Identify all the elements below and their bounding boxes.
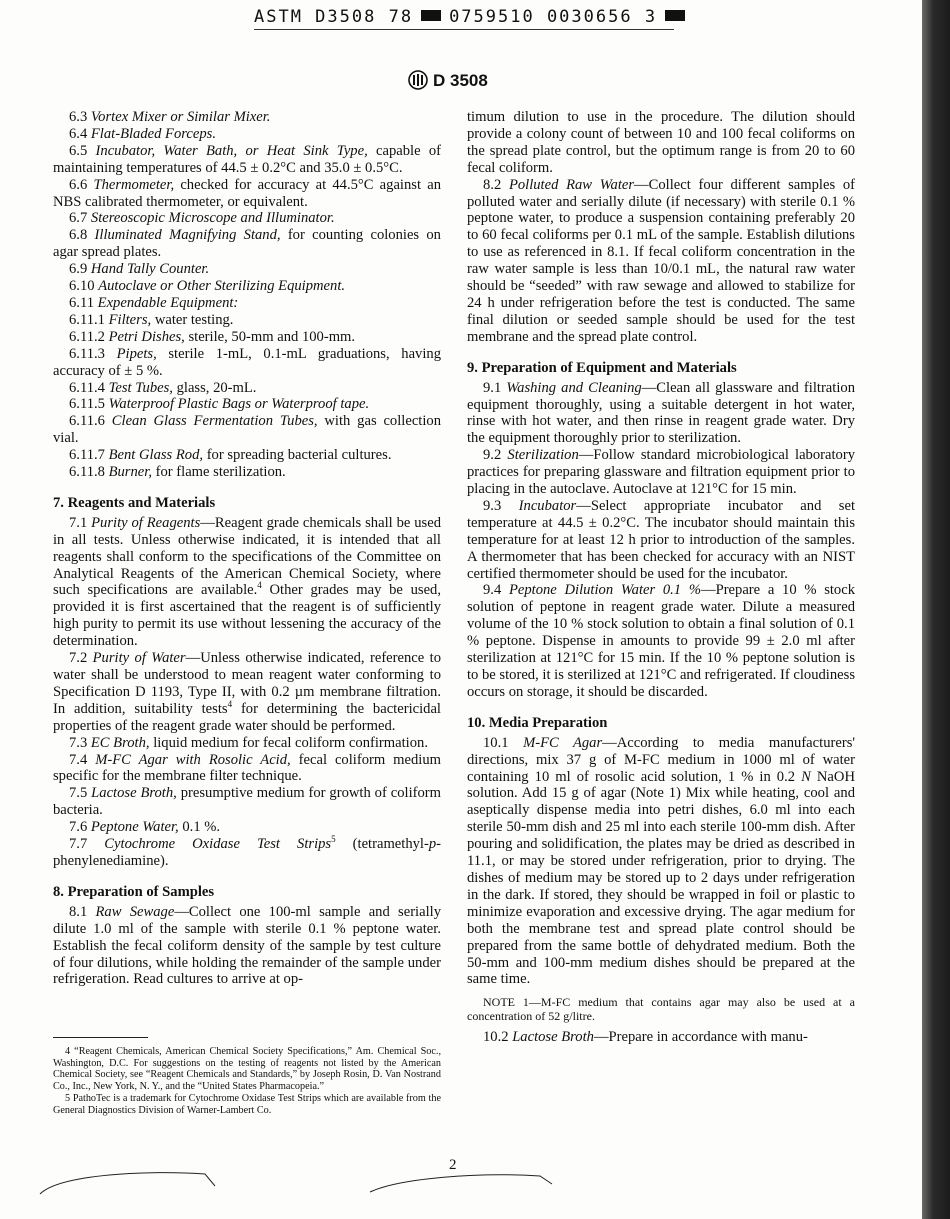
para-7-7: 7.7 Cytochrome Oxidase Test Strips$^5$ (tetramethyl-p-phenylenediamine). bbox=[53, 834, 442, 869]
section-9-heading: 9. Preparation of Equipment and Materials bbox=[467, 359, 737, 376]
item-6-9: 6.9 Hand Tally Counter. bbox=[69, 261, 210, 278]
footnotes bbox=[53, 1046, 441, 1117]
redaction-block bbox=[421, 10, 441, 21]
astm-logo-icon bbox=[408, 70, 428, 90]
footnote-4: 4 “Reagent Chemicals, American Chemical Society Specifications,” Am. Chemical Soc., Washington, D.C. For suggestions on the testing of reagents not listed by the American Chemical Society, see “Reagent Chemicals and Standards,” by Joseph Rosin, D. Van Nostrand Co., Inc., New York, N. Y., and the “United States Pharmacopeia.” bbox=[53, 1046, 441, 1092]
item-6-5: 6.5 Incubator, Water Bath, or Heat Sink Type, capable of maintaining temperatures of 44.5 ± 0.2°C and 35.0 ± 0.5°C. bbox=[53, 142, 442, 176]
designation-text: D 3508 bbox=[433, 71, 488, 90]
footnote-5: 5 PathoTec is a trademark for Cytochrome Oxidase Test Strips which are available from the General Diagnostics Division of Warner-Lambert Co. bbox=[53, 1093, 441, 1116]
item-6-11-7: 6.11.7 Bent Glass Rod, for spreading bacterial cultures. bbox=[69, 447, 392, 464]
astm-header-code bbox=[254, 7, 674, 30]
para-7-5: 7.5 Lactose Broth, presumptive medium for growth of coliform bacteria. bbox=[53, 785, 441, 819]
para-9-2: 9.2 Sterilization—Follow standard microbiological laboratory practices for preparing glassware and filtration equipment prior to placing in the autoclave. Autoclave at 121°C for 15 min. bbox=[467, 447, 855, 498]
section-8-heading: 8. Preparation of Samples bbox=[53, 883, 215, 900]
item-6-11-3: 6.11.3 Pipets, sterile 1-mL, 0.1-mL graduations, having accuracy of ± 5 %. bbox=[53, 345, 441, 379]
para-7-1: 7.1 Purity of Reagents—Reagent grade chemicals shall be used in all tests. Unless otherwise indicated, it is intended that all reagents shall conform to the specifications of the Committee on Analytical Reagents of the American Chemical Society, where such specifications are available.$^4$ Other grades may be used, provided it is first ascertained that the reagent is of sufficiently high purity to permit its use without lessening the accuracy of the determination. bbox=[53, 514, 441, 650]
item-6-11: 6.11 Expendable Equipment: bbox=[69, 294, 239, 311]
item-6-7: 6.7 Stereoscopic Microscope and Illuminator. bbox=[69, 210, 335, 227]
section-10-heading: 10. Media Preparation bbox=[467, 714, 608, 731]
document-designation bbox=[408, 70, 488, 91]
page-number: 2 bbox=[449, 1157, 457, 1173]
item-6-11-8: 6.11.8 Burner, for flame sterilization. bbox=[69, 464, 286, 481]
item-6-11-2: 6.11.2 Petri Dishes, sterile, 50-mm and 100-mm. bbox=[69, 328, 356, 345]
section-7-heading: 7. Reagents and Materials bbox=[53, 494, 216, 511]
scan-edge-shadow bbox=[922, 0, 950, 1219]
para-8-2: 8.2 Polluted Raw Water—Collect four different samples of polluted water and serially dilute (if necessary) with sterile 0.1 % peptone water, to produce a suspension containing preferably 20 to 60 fecal coliforms per 0.1 mL of the sample. Establish dilutions to use as referenced in 8.1. If fecal coliform concentration in the raw water sample is less than 10/0.1 mL, the natural raw water should be “seeded” with raw sewage and allowed to stabilize for 24 h under refrigeration before the test is conducted. The same final dilution or seeded sample should be used for the test membrane and the spread plate control. bbox=[467, 176, 855, 345]
para-10-2: 10.2 Lactose Broth—Prepare in accordance with manu- bbox=[483, 1029, 808, 1046]
left-column bbox=[53, 109, 441, 988]
item-6-6: 6.6 Thermometer, checked for accuracy at 44.5°C against an NBS calibrated thermometer, or equivalent. bbox=[53, 176, 441, 210]
item-6-8: 6.8 Illuminated Magnifying Stand, for counting colonies on agar spread plates. bbox=[53, 227, 441, 261]
para-9-4: 9.4 Peptone Dilution Water 0.1 %—Prepare a 10 % stock solution of peptone in reagent grade water. Dilute a measured volume of the 10 % stock solution to obtain a final solution of 0.1 % peptone. Dispense in amounts to provide 99 ± 2.0 ml after sterilization at 121°C for 15 min. If the 10 % peptone solution is to be stored, it is sterilized at 121°C and refrigerated. If cloudiness occurs on storage, it should be discarded. bbox=[467, 582, 856, 700]
para-9-3: 9.3 Incubator—Select appropriate incubator and set temperature at 44.5 ± 0.2°C. The incubator should maintain this temperature for at least 12 h prior to introduction of the samples. A thermometer that has been checked for accuracy with an NIST certified thermometer should be used for the incubator. bbox=[467, 497, 855, 582]
binding-curve-marks bbox=[30, 1160, 630, 1200]
header-code-a: ASTM D3508 78 bbox=[254, 7, 414, 27]
right-column bbox=[467, 109, 855, 1046]
para-7-3: 7.3 EC Broth, liquid medium for fecal coliform confirmation. bbox=[69, 734, 428, 751]
para-8-1: 8.1 Raw Sewage—Collect one 100-ml sample and serially dilute 1.0 ml of the sample with sterile 0.1 % peptone water. Establish the fecal coliform density of the sample by test culture of four dilutions, while holding the remainder of the sample under refrigeration. Read cultures to arrive at op- bbox=[53, 903, 441, 988]
redaction-block bbox=[665, 10, 685, 21]
item-6-11-4: 6.11.4 Test Tubes, glass, 20-mL. bbox=[69, 379, 257, 396]
note-1: NOTE 1—M-FC medium that contains agar may also be used at a concentration of 52 g/litre. bbox=[467, 995, 855, 1024]
para-9-1: 9.1 Washing and Cleaning—Clean all glassware and filtration equipment thoroughly, using a suitable detergent in hot water, rinse with hot water, and then rinse in reagent grade water. Dry the equipment thoroughly prior to sterilization. bbox=[467, 379, 855, 447]
para-7-4: 7.4 M-FC Agar with Rosolic Acid, fecal coliform medium specific for the membrane filter technique. bbox=[53, 751, 441, 785]
item-6-10: 6.10 Autoclave or Other Sterilizing Equipment. bbox=[69, 278, 346, 295]
item-6-11-1: 6.11.1 Filters, water testing. bbox=[69, 311, 234, 328]
item-6-11-6: 6.11.6 Clean Glass Fermentation Tubes, with gas collection vial. bbox=[53, 413, 441, 447]
item-6-3: 6.3 Vortex Mixer or Similar Mixer. bbox=[69, 109, 271, 125]
item-6-4: 6.4 Flat-Bladed Forceps. bbox=[69, 125, 216, 142]
para-10-1: 10.1 M-FC Agar—According to media manufacturers' directions, mix 37 g of M-FC medium in 1000 ml of water containing 10 ml of rosolic acid solution, 1 % in 0.2 N NaOH solution. Add 15 g of agar (Note 1) Mix while heating, cool and aseptically dispense media into petri dishes, 6.0 ml into each sterile 50-mm dish and 25 ml into each sterile 100-mm dish. After pouring and solidification, the plates may be dried as described in 11.1, or may be stored under refrigeration, prior to drying. The dishes of medium may be stored up to 2 days under refrigeration in the dark. If stored, they should be wrapped in foil or plastic to minimize evaporation and excessive drying. The agar medium for both the membrane test and spread plate control should be prepared from the same bottle of dehydrated medium. Both the 50-mm and 100-mm medium dishes should be prepared at the same time. bbox=[467, 734, 855, 988]
item-6-11-5: 6.11.5 Waterproof Plastic Bags or Waterproof tape. bbox=[69, 396, 370, 413]
header-code-b: 0759510 0030656 3 bbox=[449, 7, 658, 27]
para-7-6: 7.6 Peptone Water, 0.1 %. bbox=[69, 819, 221, 836]
para-8-1-continued: timum dilution to use in the procedure. The dilution should provide a colony count of between 10 and 100 fecal coliforms on the spread plate control, but the optimum range is from 20 to 60 fecal coliform. bbox=[467, 109, 855, 176]
para-7-2: 7.2 Purity of Water—Unless otherwise indicated, reference to water shall be understood to mean reagent water conforming to Specification D 1193, Type II, with 0.2 µm membrane filtration. In addition, suitability tests$^4$ for determining the bactericidal properties of the reagent grade water should be performed. bbox=[53, 650, 441, 734]
footnote-rule bbox=[53, 1037, 148, 1038]
